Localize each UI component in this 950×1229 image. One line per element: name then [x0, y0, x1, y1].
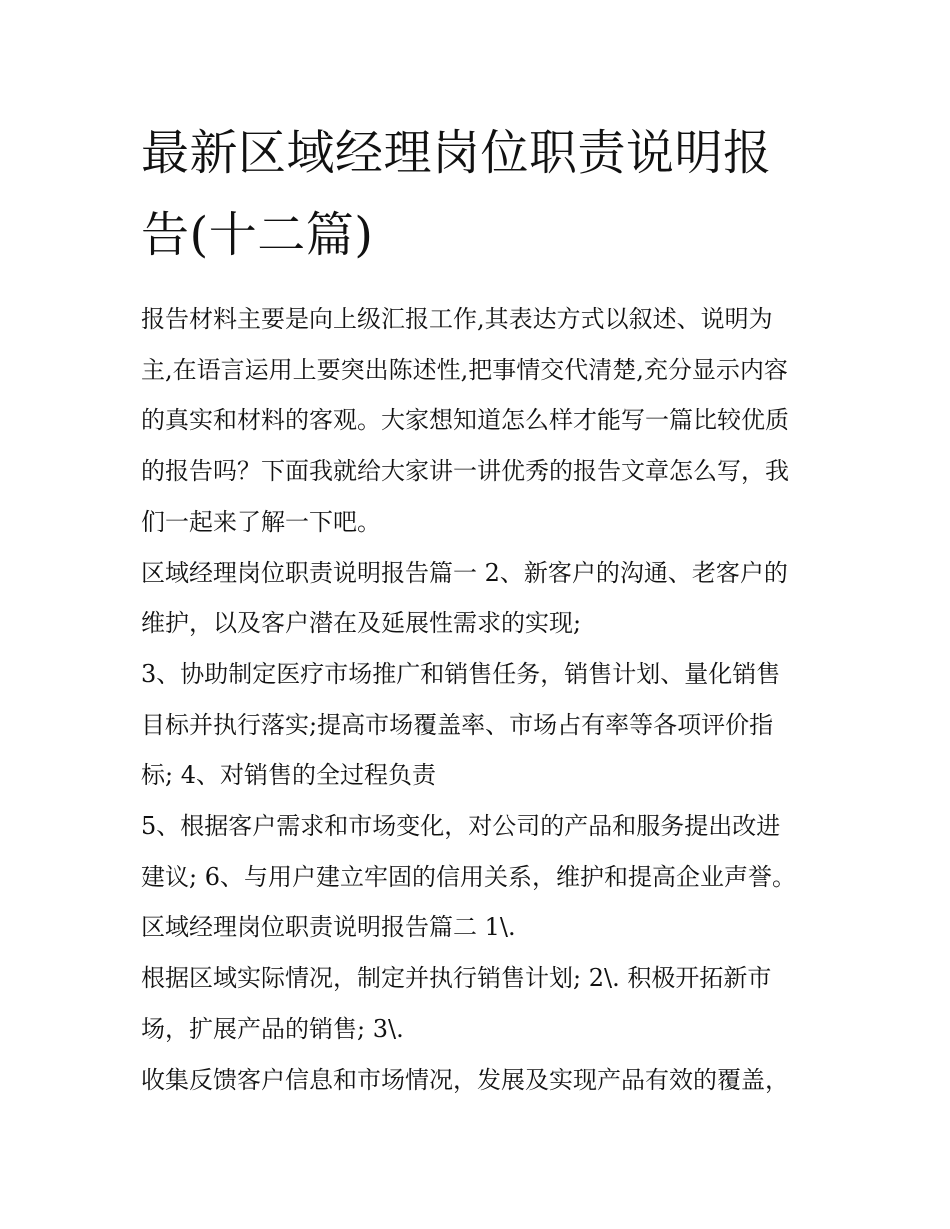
- paragraph-item-5-6: [141, 801, 820, 902]
- text-line: 3、协助制定医疗市场推广和销售任务，销售计划、量化销售: [141, 659, 781, 688]
- text-line: 报告材料主要是向上级汇报工作,其表达方式以叙述、说明为: [141, 305, 773, 333]
- text-line: 收集反馈客户信息和市场情况，发展及实现产品有效的覆盖，: [141, 1065, 789, 1094]
- text-line: 维护，以及客户潜在及延展性需求的实现;: [141, 609, 582, 638]
- text-line: 区域经理岗位职责说明报告篇一 2、新客户的沟通、老客户的: [141, 558, 788, 587]
- title-line: 告(十二篇): [141, 207, 374, 263]
- text-line: 主,在语言运用上要突出陈述性,把事情交代清楚,充分显示内容: [141, 355, 788, 384]
- paragraph-feedback: [141, 1055, 820, 1106]
- paragraph-intro: [141, 294, 820, 548]
- text-line: 场，扩展产品的销售; 3\.: [141, 1014, 404, 1043]
- paragraph-item-1-3: [141, 953, 820, 1054]
- text-line: 区域经理岗位职责说明报告篇二 1\.: [141, 913, 516, 942]
- document-body: [141, 294, 820, 1105]
- paragraph-item-3-4: [141, 649, 820, 801]
- title-line: 最新区域经理岗位职责说明报: [141, 125, 772, 181]
- paragraph-section-one: [141, 548, 820, 649]
- text-line: 们一起来了解一下吧。: [141, 507, 381, 536]
- text-line: 根据区域实际情况，制定并执行销售计划; 2\. 积极开拓新市: [141, 964, 772, 993]
- text-line: 标; 4、对销售的全过程负责: [141, 761, 436, 790]
- document-title: [141, 112, 820, 276]
- text-line: 的真实和材料的客观。大家想知道怎么样才能写一篇比较优质: [141, 406, 789, 435]
- text-line: 5、根据客户需求和市场变化，对公司的产品和服务提出改进: [141, 812, 781, 841]
- text-line: 的报告吗？下面我就给大家讲一讲优秀的报告文章怎么写，我: [141, 457, 789, 486]
- paragraph-section-two: [141, 902, 820, 953]
- text-line: 目标并执行落实;提高市场覆盖率、市场占有率等各项评价指: [141, 710, 774, 739]
- text-line: 建议; 6、与用户建立牢固的信用关系，维护和提高企业声誉。: [141, 862, 796, 891]
